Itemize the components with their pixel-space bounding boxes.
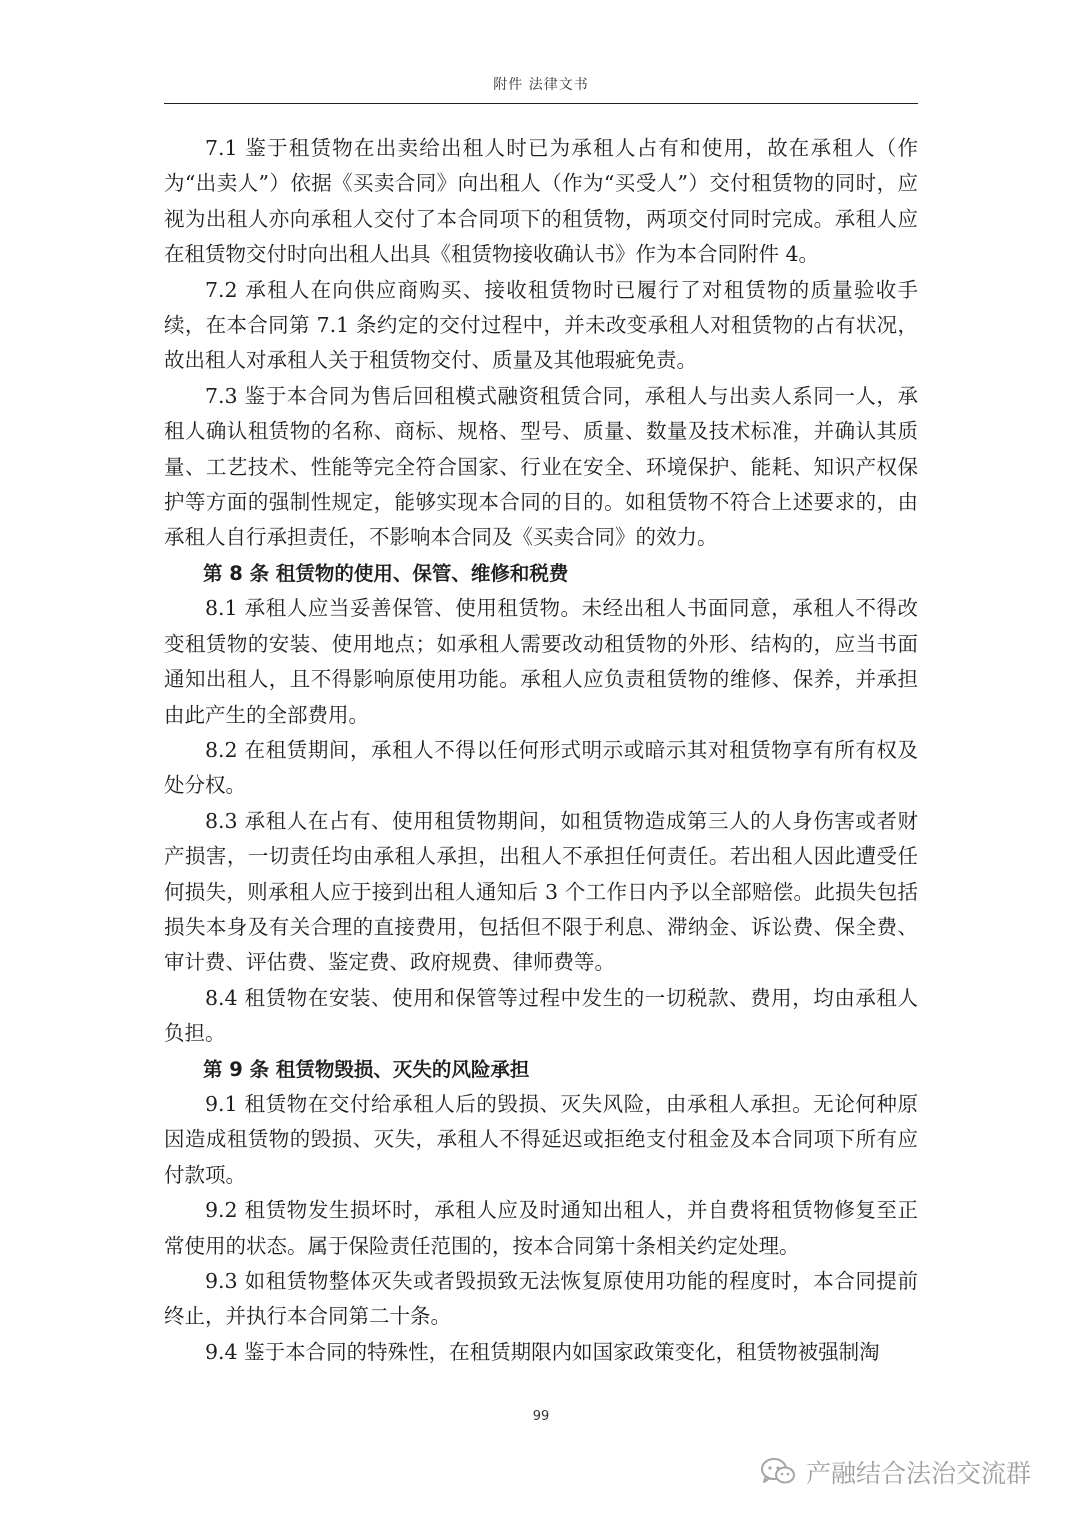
paragraph-8-1: 8.1 承租人应当妥善保管、使用租赁物。未经出租人书面同意，承租人不得改变租赁物的安装、使用地点；如承租人需要改动租赁物的外形、结构的，应当书面通知出租人，且不得影响原使用功能。承租人应负责租赁物的维修、保养，并承担由此产生的全部费用。: [164, 596, 918, 727]
paragraph-7-2: 7.2 承租人在向供应商购买、接收租赁物时已履行了对租赁物的质量验收手续，在本合同第 7.1 条约定的交付过程中，并未改变承租人对租赁物的占有状况，故出租人对承租人关于租赁物交付、质量及其他瑕疵免责。: [164, 277, 918, 373]
page-number: 99: [532, 1409, 550, 1424]
document-body: [164, 131, 918, 1370]
header-divider: [164, 103, 918, 104]
paragraph-9-4: 9.4 鉴于本合同的特殊性，在租赁期限内如国家政策变化，租赁物被强制淘: [205, 1339, 880, 1364]
paragraph-9-1: 9.1 租赁物在交付给承租人后的毁损、灭失风险，由承租人承担。无论何种原因造成租赁物的毁损、灭失，承租人不得延迟或拒绝支付租金及本合同项下所有应付款项。: [164, 1091, 918, 1187]
article-9-heading: 第 9 条 租赁物毁损、灭失的风险承担: [203, 1057, 530, 1081]
article-8-heading: 第 8 条 租赁物的使用、保管、维修和税费: [203, 561, 569, 585]
paragraph-8-2: 8.2 在租赁期间，承租人不得以任何形式明示或暗示其对租赁物享有所有权及处分权。: [164, 737, 918, 798]
watermark: [760, 1452, 1031, 1492]
paragraph-9-2: 9.2 租赁物发生损坏时，承租人应及时通知出租人，并自费将租赁物修复至正常使用的状态。属于保险责任范围的，按本合同第十条相关约定处理。: [164, 1198, 918, 1258]
paragraph-7-3: 7.3 鉴于本合同为售后回租模式融资租赁合同，承租人与出卖人系同一人，承租人确认租赁物的名称、商标、规格、型号、质量、数量及技术标准，并确认其质量、工艺技术、性能等完全符合国家、行业在安全、环境保护、能耗、知识产权保护等方面的强制性规定，能够实现本合同的目的。如租赁物不符合上述要求的，由承租人自行承担责任，不影响本合同及《买卖合同》的效力。: [164, 383, 918, 550]
wechat-icon: [760, 1457, 796, 1487]
paragraph-8-3: 8.3 承租人在占有、使用租赁物期间，如租赁物造成第三人的人身伤害或者财产损害，一切责任均由承租人承担，出租人不承担任何责任。若出租人因此遭受任何损失，则承租人应于接到出租人通知后 3 个工作日内予以全部赔偿。此损失包括损失本身及有关合理的直接费用，包括但不限于利息、滞纳金、诉讼费、保全费、审计费、评估费、鉴定费、政府规费、律师费等。: [164, 808, 918, 975]
paragraph-8-4: 8.4 租赁物在安装、使用和保管等过程中发生的一切税款、费用，均由承租人负担。: [164, 985, 918, 1046]
paragraph-9-3: 9.3 如租赁物整体灭失或者毁损致无法恢复原使用功能的程度时，本合同提前终止，并执行本合同第二十条。: [164, 1269, 918, 1329]
page-header: 附件 法律文书: [493, 77, 589, 93]
watermark-text: 产融结合法治交流群: [806, 1459, 1032, 1488]
paragraph-7-1: 7.1 鉴于租赁物在出卖给出租人时已为承租人占有和使用，故在承租人（作为“出卖人”）依据《买卖合同》向出租人（作为“买受人”）交付租赁物的同时，应视为出租人亦向承租人交付了本合同项下的租赁物，两项交付同时完成。承租人应在租赁物交付时向出租人出具《租赁物接收确认书》作为本合同附件 4。: [164, 136, 918, 267]
